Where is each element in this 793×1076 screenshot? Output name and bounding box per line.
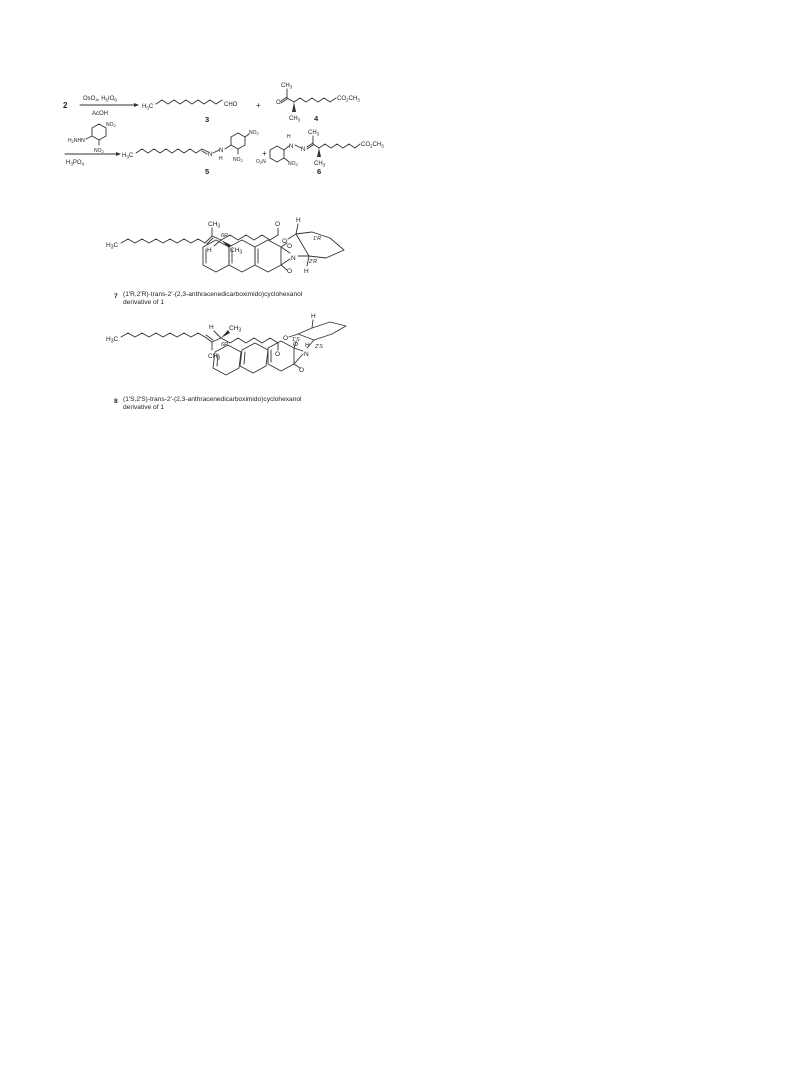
stereo-label-6R-8: 6R <box>221 342 229 348</box>
svg-text:CH3: $CH_3$ <box>208 353 221 362</box>
stereo-label-1R-7: 1′R <box>313 236 322 242</box>
svg-text:N: N <box>289 144 294 150</box>
derivative-8-structure <box>106 313 346 375</box>
svg-text:H: H <box>209 324 214 331</box>
compound-5-label: 5 <box>205 167 210 176</box>
svg-text:O: O <box>275 221 281 228</box>
plus-sign-1: + <box>256 101 261 110</box>
derivative-8-number: 8 <box>114 398 118 405</box>
svg-text:O: O <box>299 367 305 374</box>
derivative-7-caption-line2: derivative of 1 <box>123 299 165 306</box>
derivative-8-caption-line2: derivative of 1 <box>123 404 165 411</box>
svg-text:O: O <box>287 243 293 250</box>
arrow-1-reagent-above: OsO$_4$, $H_5IO_6$ <box>83 96 117 103</box>
svg-text:N: N <box>208 152 213 158</box>
svg-text:H: H <box>304 268 309 275</box>
stereo-label-1S-8: 1′S <box>292 337 300 343</box>
compound-5-structure <box>122 130 260 163</box>
arrow-1-reagent-below: AcOH <box>92 111 109 117</box>
svg-text:CH3: $CH_3$ <box>314 161 326 168</box>
compound-4-ch3-top: $CH_3$ <box>281 83 293 90</box>
compound-4-ch3-bottom: $CH_3$ <box>289 116 301 123</box>
compound-6-structure <box>256 130 384 168</box>
svg-text:O: O <box>283 335 289 342</box>
stereo-label-2R-7: 2′R <box>309 259 318 265</box>
svg-text:CO2CH3: $CO_2CH_3$ <box>361 142 384 149</box>
svg-text:CH3: $CH_3$ <box>230 247 243 256</box>
compound-2-label: 2 <box>63 101 68 110</box>
svg-text:NO2: $NO_2$ <box>249 130 259 136</box>
svg-text:H3C: $H_3C$ <box>122 153 134 160</box>
compound-3-chain <box>156 100 222 104</box>
svg-text:H: H <box>296 217 301 224</box>
svg-text:O: O <box>275 351 281 358</box>
compound-3-h3c: $H_3C$ <box>142 104 154 111</box>
derivative-8-caption-line1: (1′S,2′S)-trans-2′-(2,3-anthracenedicarboximido)cyclohexanol <box>123 396 302 403</box>
svg-text:H3C: $H_3C$ <box>106 242 119 251</box>
svg-text:CH3: $CH_3$ <box>308 130 320 137</box>
compound-3-label: 3 <box>205 115 210 124</box>
svg-text:H: H <box>219 156 223 162</box>
svg-text:CH3: $CH_3$ <box>208 221 221 230</box>
svg-text:H: H <box>311 313 316 320</box>
compound-4-o: O <box>276 100 281 106</box>
svg-text:NO2: $NO_2$ <box>288 161 298 167</box>
compound-4-label: 4 <box>314 114 319 123</box>
scheme-row-1 <box>63 83 360 124</box>
compound-6-label: 6 <box>317 167 322 176</box>
plus-sign-2: + <box>262 149 267 158</box>
svg-text:N: N <box>219 148 224 154</box>
svg-text:O: O <box>293 341 299 348</box>
stereo-label-2S-8: 2′S <box>315 344 323 350</box>
svg-text:O2N: $O_2N$ <box>256 159 266 165</box>
svg-text:H2NHN: $H_2NHN$ <box>68 138 85 144</box>
svg-text:O: O <box>287 268 293 275</box>
svg-text:N: N <box>301 147 306 153</box>
svg-text:H: H <box>305 342 310 349</box>
compound-3-cho: CHO <box>224 102 238 108</box>
svg-text:H: H <box>287 134 291 140</box>
svg-text:H3C: $H_3C$ <box>106 336 119 345</box>
svg-text:N: N <box>291 255 296 262</box>
derivative-7-structure <box>106 217 344 275</box>
svg-text:NO2: $NO_2$ <box>94 148 104 154</box>
svg-text:NO2: $NO_2$ <box>106 122 116 128</box>
arrow-2-reagent-below: $H_3PO_4$ <box>66 160 85 167</box>
svg-text:H: H <box>207 247 212 254</box>
reaction-arrow-1-head <box>134 103 139 107</box>
reaction-arrow-2-head <box>116 152 121 156</box>
stereo-label-6R-7: 6R <box>221 233 229 239</box>
derivative-7-caption-line1: (1′R,2′R)-trans-2′-(2,3-anthracenedicarboximido)cyclohexanol <box>123 291 303 298</box>
scheme-row-2 <box>65 122 384 176</box>
svg-text:O: O <box>282 238 288 245</box>
svg-text:N: N <box>304 351 309 358</box>
svg-text:CH3: $CH_3$ <box>229 325 242 334</box>
derivative-7-number: 7 <box>114 293 118 300</box>
dnph-reagent <box>68 122 117 154</box>
compound-4-ester: $CO_2CH_3$ <box>337 96 360 103</box>
svg-text:NO2: $NO_2$ <box>233 157 243 163</box>
